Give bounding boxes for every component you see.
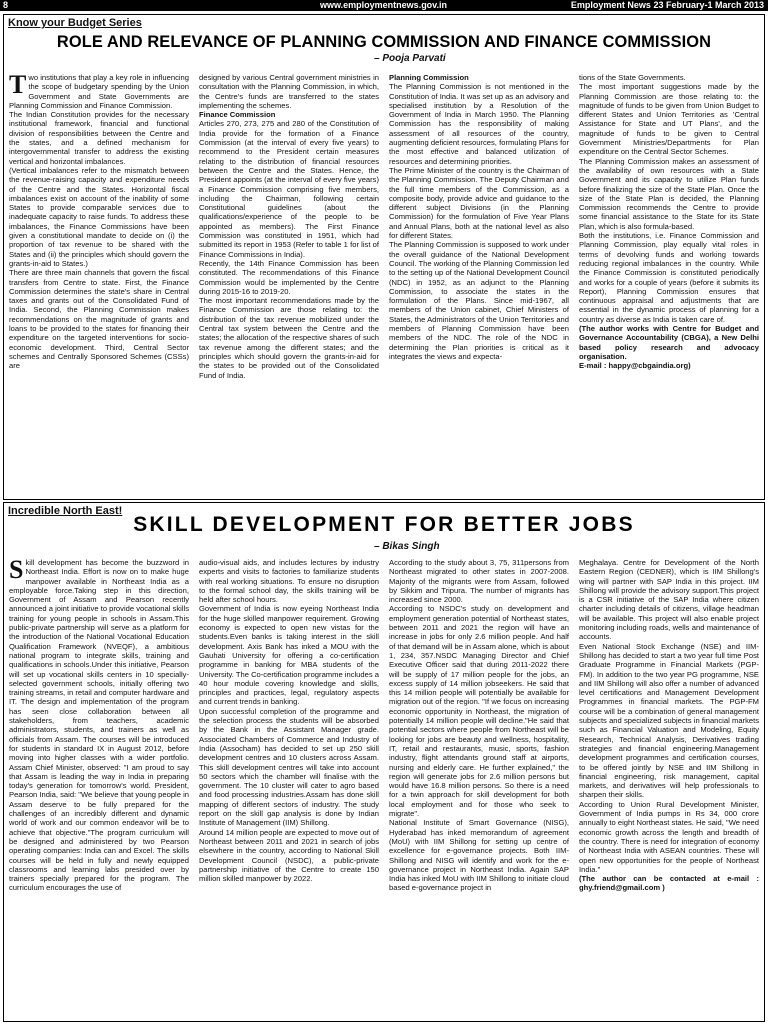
- subheading-finance-commission: Finance Commission: [199, 110, 276, 120]
- paragraph: Around 14 million people are expected to move out of Northeast between 2011 and 2021 in search of jobs elsewhere in the country, according to National Skill Development Council (NSDC), a public-private partnership initiative of the Centre to create 150 million skilled manpower by 2022.: [199, 827, 379, 884]
- paragraph: Both the institutions, i.e. Finance Commission and Planning Commission, play equally vital roles in terms of devolving funds and working towards reducing regional imbalances in the country. While the Finance Commission is constituted periodically and works for a couple of years (before it submits its Report), Planning Commission ensures that continuous appraisal and adjustments that are essential in the dynamic process of planning for a country as diverse as India is taken care of.: [579, 231, 759, 324]
- page-number: 8: [3, 0, 9, 10]
- column-2: [199, 73, 379, 496]
- column-1: [9, 558, 189, 1018]
- paragraph: tions of the State Governments.: [579, 73, 686, 82]
- series-kicker: Incredible North East!: [8, 505, 123, 517]
- article-byline: – Pooja Parvati: [374, 53, 446, 64]
- column-4: [579, 73, 759, 496]
- article-columns: [9, 73, 759, 496]
- paragraph: The Indian Constitution provides for the necessary institutional framework, financial and functional division of responsibilities between the Centre and the states, and a defined mechanism for intergovernmental transfer to address the existing vertical and horizontal imbalances.: [9, 110, 189, 166]
- paragraph: Government of India is now eyeing Northeast India for the huge skilled manpower requirement. Growing economy is expected to open new vistas for the students.Even banks is taking interest in the skill development. Axis Bank has inked a MOU with the Gauhati University for offering a co-certification programme in banking for MBA students of the University. The Co-certification programme includes a 40 hour module covering knowledge and skills, principles and practices, legal, regulatory aspects and current trends in banking.: [199, 604, 379, 707]
- paragraph: There are three main channels that govern the fiscal transfers from Centre to state. First, the Finance Commission determines the state's share in Central taxes and grants out of the Consolidated Fund of India. Second, the Planning Commission makes recommendations on the magnitude of grants and loans to be provided to the states for financing their expenditure on the targeted interventions for socio-economic development. Third, Central Sector schemes and Centrally Sponsored Schemes (CSSs) are: [9, 268, 189, 371]
- paragraph: Meghalaya. Centre for Development of the North Eastern Region (CEDNER), which is IIM Shillong's wing will partner with SAP India in this project. IIM Shillong will provide the advisory support.This project is a CSR initiative of the SAP India where citizen charter including details of citizens, village headman will be available. This project will also enable project monitoring including roads, wells and maintenance of accounts.: [579, 558, 759, 642]
- paragraph: The Planning Commission is not mentioned in the Constitution of India. It was set up as an advisory and specialised institution by a Resolution of the Government of India in March 1950. The Planning Commission has the responsibility of making assessment of all resources of the country, augmenting deficient resources, formulating Plans for the most effective and balanced utilization of resources and determining priorities.: [389, 82, 569, 166]
- page-header-bar: [0, 0, 768, 11]
- paragraph: (Vertical imbalances refer to the mismatch between the revenue-raising capacity and expenditure needs of the Centre and the States. Horizontal fiscal imbalances exist on account of the inability of some States to provide comparable services due to inadequate capacity to raise funds. To address these imbalances, the Finance Commissions have been given a constitutional mandate to decide on (i) the proportion of tax revenue to be shared with the States and (ii) the principles which should govern the grants-in-aid to States.): [9, 165, 189, 268]
- drop-cap: S: [9, 558, 24, 584]
- article-planning-commission: [3, 14, 765, 500]
- paragraph: audio-visual aids, and includes lectures by industry experts and visits to factories to familiarize students with real working situations. To ensure no disruption to the formal school day, the skills training will be held after school hours.: [199, 558, 379, 605]
- column-4: [579, 558, 759, 1018]
- paragraph: designed by various Central government ministries in consultation with the Planning Commission, in which, the Centre's funds are transferred to the states implementing the schemes.: [199, 73, 379, 110]
- column-2: [199, 558, 379, 1018]
- paragraph: Articles 270, 273, 275 and 280 of the Constitution of India provide for the formation of a Finance Commission (at the interval of every five years) to recommend to the President certain measures relating to the distribution of financial resources between the Centre and the States. Hence, the President appoints (at the interval of every five years) a Finance Commission comprising five members, including the Chairman, following certain Constitutional guidelines (about the qualifications/experience of the people to be appointed as members). The First Finance Commission was constituted in 1951, which had submitted its report in 1953 (Refer to table 1 for list of Finance Commissions in India).: [199, 119, 379, 259]
- paragraph: According to Union Rural Development Minister, Government of India pumps in Rs 34, 000 crore annually to eight Northeast states. He said, "We need economic growth across the length and breadth of the country. There is need for integration of economy of Northeast India with ASEAN countries. These will open new opportunities for the people of Northeast India.": [579, 799, 759, 874]
- paragraph: According to NSDC's study on development and employment generation potential of Northeast states, between 2011 and 2021 the region will have an increase in jobs for only 2.6 million people. And half of that demand will be in Assam alone, which is about 1, 234, 357.NSDC Managing Director and Chief Executive Officer said that during 2011-2022 there will be supply of 17 million people for the jobs, an excess supply of 14 million jobseekers. He said that this 14 million people will potentially be available for migration out of the region. "If we focus on increasing economic opportunity in Northeast, the migration of potentially 14 million people will decline."He said that potential sectors where people from Northeast will be looking for jobs are beauty and wellness, hospitality, IT, retail and restaurants, music, sports, fashion industry, flight attendants ground staff at airports, nursing and elderly care. He further explained," the region will generate jobs for 2.6 million persons but would have 16.8 million persons. So there is a need for a twin approach for skill development for both local employment and for those who seek to migrate".: [389, 604, 569, 819]
- paragraph: Two institutions that play a key role in influencing the scope of budgetary spending by the Union Government and State Governments are Planning Commission and Finance Commission.: [9, 73, 189, 110]
- article-headline: ROLE AND RELEVANCE OF PLANNING COMMISSION AND FINANCE COMMISSION: [56, 33, 712, 51]
- paragraph: The Planning Commission makes an assessment of the availability of own resources with a State Government and its capacity to utilize Plan funds before finalizing the size of the State Plan. Once the size of the State Plan is decided, the Planning Commission recommends the Centre to provide some financial assistance to the State for its State Plan, which is also formula-based.: [579, 156, 759, 231]
- article-byline: – Bikas Singh: [374, 541, 440, 552]
- author-contact: (The author can be contacted at e-mail : ghy.friend@gmail.com ): [579, 874, 759, 893]
- author-note: (The author works with Centre for Budget and Governance Accountability (CBGA), a New Delhi based policy research and advocacy organisation.: [579, 324, 759, 361]
- paragraph: Even National Stock Exchange (NSE) and IIM-Shillong has decided to start a two year full time Post Graduate Programme in Financial Markets (PGP-FM). In addition to the two year PG programme, NSE and IIM Shillong will also offer a number of advanced level certifications and Management Development Programmes in financial markets. The PGP-FM course will be a combination of general management subjects and specialized subjects in financial markets such as Financial Valuation and Modeling, Equity Research, Technical Analysis, Derivatives trading strategies and financial engineering.Management development programmes and certification courses, to be offered jointly by NSE and IIM Shillong in financial engineering, risk management, capital markets, and derivatives will help professionals to sharpen their skills.: [579, 641, 759, 800]
- article-headline: SKILL DEVELOPMENT FOR BETTER JOBS: [133, 513, 635, 536]
- website-url: www.employmentnews.gov.in: [320, 0, 448, 10]
- subheading-planning-commission: Planning Commission: [389, 73, 469, 82]
- paragraph: The most important recommendations made by the Finance Commission are those relating to: the distribution of the tax revenue mobilized under the Central tax system between the Centre and the states; the allocation of the respective shares of such tax revenue among the different states; and the principles which should govern the grants-in-aid for the states to be provided out of the Consolidated Fund of India.: [199, 296, 379, 380]
- paragraph: Skill development has become the buzzword in Northeast India. Effort is now on to make huge manpower available in Northeast India as a employable force.Taking step in this direction, Government of Assam and Pearson recently announced a joint initiative to provide vocational skills training for young people in schools in Assam.This public-private partnership will serve as a platform for the introduction of the National Vocational Education Qualification Framework (NVEQF), a ambitious national program to integrate skills, training and qualifications in schools.Under this initiative, Pearson will set up vocational skills centers in 10 specially-selected government schools, initially offering two training streams, in retail and computer hardware and IT. The design and implementation of the program has seen close collaboration between all stakeholders, from teachers, academic administrators, students, and trainers as well as officials from Assam. The courses will be introduced for students in standard IX in August 2012, before moving into higher classes with a wider portfolio. Assam Chief Minister, observed: "I am proud to say that Assam is leading the way in India in preparing today's generation for tomorrow's world. President, Pearson India, said: "We believe that young people in Assam deserve to be fully prepared for the challenges of an incredibly different and dynamic world of work and our common endeavor will be to achieve that objective."The program curriculum will be designed and administered by two Pearson operating companies: India can and Excel. The skills courses will be held in fully and newly equipped classrooms and learning labs presided over by trainers specially prepared for the program. The curriculum encourages the use of: [9, 558, 189, 893]
- paragraph: The most important suggestions made by the Planning Commission are those relating to: the magnitude of funds to be given from Union Budget to different States and Union Territories as 'Central Assistance for State and UT Plans', and the magnitude of funds to be given to Central Government Ministries/Departments for Plan expenditure on the Central Sector Schemes.: [579, 82, 759, 157]
- article-columns: [9, 558, 759, 1018]
- paragraph: Upon successful completion of the programme and the selection process the students will be absorbed by the Bank in the Assistant Manager grade. Associated Chambers of Commerce and Industry of India (Assocham) has decided to set up 250 skill development centres and 10 clusters across Assam. This skill development centres will take into account 50 sectors which the chamber will finalise with the government. The 10 cluster will cater to agro based and food processing industries.Assam has done skill mapping of different sectors of industry. The study report on the skill gap analysis is done by Indian Institute of Management (IIM) Shillong.: [199, 706, 379, 828]
- drop-cap: T: [9, 73, 27, 99]
- paragraph: The Planning Commission is supposed to work under the overall guidance of the National Development Council. The working of the Planning Commission led to the setting up of the National Development Council (NDC) in 1952, as an adjunct to the Planning Commission, to associate the states in the formulation of the Plans. Since mid-1967, all members of the Union cabinet, Chief Ministers of States, the Administrators of the Union Territories and members of Planning Commission have been members of the NDC. The role of the NDC in determining the Plan priorities is critical as it integrates the views and expecta-: [389, 240, 569, 361]
- column-3: [389, 73, 569, 496]
- author-email: E-mail : happy@cbgaindia.org): [579, 361, 691, 371]
- column-1: [9, 73, 189, 496]
- paragraph: Recently, the 14th Finance Commission has been constituted. The recommendations of this Finance Commission would be implemented by the Centre during 2015-16 to 2019-20.: [199, 258, 379, 296]
- article-skill-development: [3, 502, 765, 1022]
- paragraph: National Institute of Smart Governance (NISG), Hyderabad has inked memorandum of agreement (MoU) with IIM Shillong for setting up centre of excellence for e-governance projects. Both IIM-Shillong and NISG will identify and work for the e-governance project in Northeast India. Again SAP India has inked MoU with IIM Shillong to initiate cloud based e-governance project in: [389, 818, 569, 893]
- column-3: [389, 558, 569, 1018]
- paragraph: According to the study about 3, 75, 311persons from Northeast migrated to other states in 2007-2008. Majority of the migrants were from Assam, followed by Sikkim and Tripura. The number of migrants has increased since 2000.: [389, 558, 569, 605]
- paragraph: The Prime Minister of the country is the Chairman of the Planning Commission. The Deputy Chairman and the full time members of the Commission, as a composite body, provide advice and guidance to the different subject Divisions (in the Planning Commission) for the formulation of Five Year Plans and Annual Plans, both at the national level as also for different States.: [389, 165, 569, 241]
- issue-info: Employment News 23 February-1 March 2013: [570, 0, 764, 10]
- series-kicker: Know your Budget Series: [8, 17, 142, 29]
